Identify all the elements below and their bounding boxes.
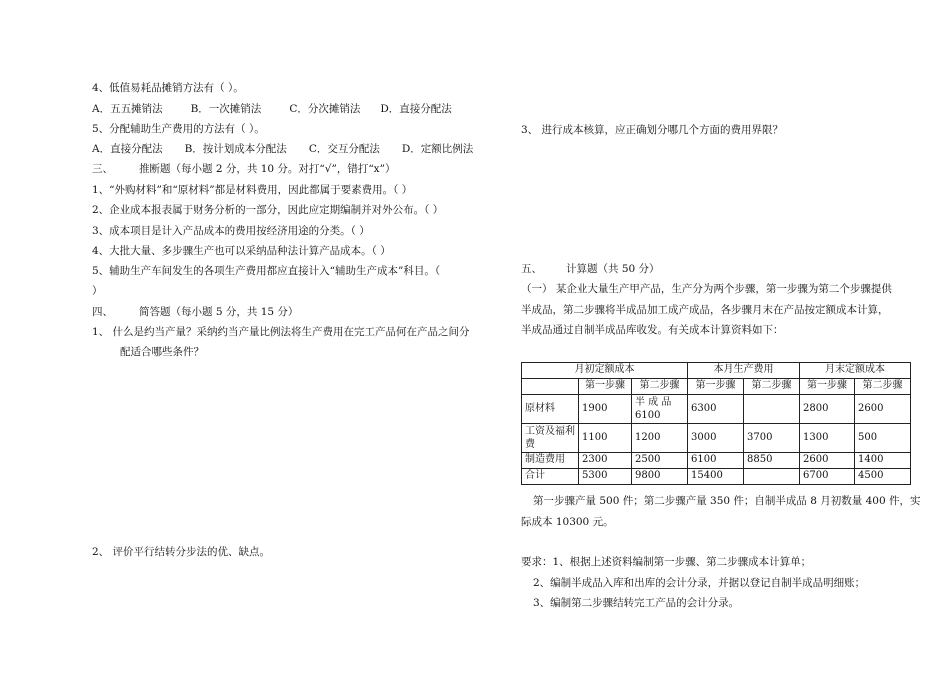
option-c: C．分次摊销法 <box>289 103 361 115</box>
section-4-heading <box>92 306 298 319</box>
short-answer-3: 3、 进行成本核算，应正确划分哪几个方面的费用界限？ <box>521 124 784 136</box>
table-cell: 3700 <box>744 424 800 453</box>
table-cell: 2500 <box>632 453 688 469</box>
table-cell: 1300 <box>800 424 855 453</box>
true-false-item-3: 3、成本项目是计入产品成本的费用按经济用途的分类。（ ） <box>92 225 370 237</box>
table-cell: 3000 <box>688 424 744 453</box>
question-4-options <box>92 103 452 116</box>
output-data-line2: 际成本 10300 元。 <box>521 516 614 528</box>
table-cell: 8850 <box>744 453 800 469</box>
table-cell: 6700 <box>800 469 855 485</box>
section-number: 五、 <box>521 263 542 275</box>
group-opening-cost: 月初定额成本 <box>522 363 688 379</box>
option-d: D．直接分配法 <box>380 103 452 115</box>
step-header: 第一步骤 <box>800 379 855 395</box>
table-cell: 1100 <box>579 424 632 453</box>
question-4-stem: 4、低值易耗品摊销方法有（ ）。 <box>92 82 244 94</box>
true-false-item-5-end: ） <box>92 285 103 297</box>
short-answer-1-line2: 配适合哪些条件？ <box>120 346 204 358</box>
row-label: 原材料 <box>522 395 579 424</box>
step-header: 第二步骤 <box>855 379 911 395</box>
table-cell: 1400 <box>855 453 911 469</box>
true-false-item-1: 1、“外购材料”和“原材料”都是材料费用，因此都属于要素费用。（ ） <box>92 184 413 196</box>
empty-cell <box>522 379 579 395</box>
table-row <box>522 395 911 424</box>
step-header: 第二步骤 <box>632 379 688 395</box>
table-cell: 4500 <box>855 469 911 485</box>
group-current-cost: 本月生产费用 <box>688 363 800 379</box>
section-number: 四、 <box>92 306 113 318</box>
true-false-item-5: 5、辅助生产车间发生的各项生产费用都应直接计入“辅助生产成本”科目。（ <box>92 265 441 277</box>
section-title: 计算题（共 50 分） <box>566 263 660 275</box>
option-c: C．交互分配法 <box>308 143 380 155</box>
short-answer-2: 2、 评价平行结转分步法的优、缺点。 <box>92 546 271 558</box>
option-a: A．直接分配法 <box>92 143 163 155</box>
output-data-line1: 第一步骤产量 500 件；第二步骤产量 350 件；自制半成品 8 月初数量 400 件，实 <box>533 495 921 507</box>
table-cell: 1900 <box>579 395 632 424</box>
table-cell: 2600 <box>800 453 855 469</box>
row-label: 工资及福利费 <box>522 424 579 453</box>
option-a: A．五五摊销法 <box>92 103 163 115</box>
section-3-heading <box>92 163 395 176</box>
table-cell: 6100 <box>688 453 744 469</box>
table-row <box>522 453 911 469</box>
table-cell: 15400 <box>688 469 744 485</box>
requirement-1: 要求：1、根据上述资料编制第一步骤、第二步骤成本计算单； <box>521 556 812 568</box>
table-row <box>522 469 911 485</box>
cost-data-table <box>521 362 911 485</box>
step-header: 第二步骤 <box>744 379 800 395</box>
group-closing-cost: 月末定额成本 <box>800 363 911 379</box>
section-5-heading <box>521 263 660 276</box>
table-step-header-row <box>522 379 911 395</box>
table-cell: 9800 <box>632 469 688 485</box>
table-cell: 6300 <box>688 395 744 424</box>
section-title: 推断题（每小题 2 分，共 10 分。对打“√”，错打“x”） <box>139 163 396 175</box>
table-cell: 500 <box>855 424 911 453</box>
step-header: 第一步骤 <box>579 379 632 395</box>
table-cell: 1200 <box>632 424 688 453</box>
row-label: 合计 <box>522 469 579 485</box>
row-label: 制造费用 <box>522 453 579 469</box>
step-header: 第一步骤 <box>688 379 744 395</box>
option-b: B．按计划成本分配法 <box>184 143 287 155</box>
option-d: D．定额比例法 <box>401 143 474 155</box>
problem-intro-line3: 半成品通过自制半成品库收发。有关成本计算资料如下： <box>521 324 784 336</box>
requirement-2: 2、编制半成品入库和出库的会计分录，并据以登记自制半成品明细账； <box>533 577 866 589</box>
question-5-stem: 5、分配辅助生产费用的方法有（ ）。 <box>92 123 265 135</box>
problem-intro-line1: （一） 某企业大量生产甲产品，生产分为两个步骤，第一步骤为第二个步骤提供 <box>521 283 892 295</box>
table-cell: 2800 <box>800 395 855 424</box>
table-cell <box>744 395 800 424</box>
table-cell <box>744 469 800 485</box>
option-b: B．一次摊销法 <box>190 103 262 115</box>
table-cell: 5300 <box>579 469 632 485</box>
short-answer-1-line1: 1、 什么是约当产量？采纳约当产量比例法将生产费用在完工产品何在产品之间分 <box>92 326 470 338</box>
table-cell: 2300 <box>579 453 632 469</box>
table-cell: 2600 <box>855 395 911 424</box>
true-false-item-2: 2、企业成本报表属于财务分析的一部分，因此应定期编制并对外公布。（ ） <box>92 204 444 216</box>
section-title: 简答题（每小题 5 分，共 15 分） <box>139 306 299 318</box>
table-group-header-row <box>522 363 911 379</box>
table-cell: 半 成 品 6100 <box>632 395 688 424</box>
section-number: 三、 <box>92 163 113 175</box>
table-row <box>522 424 911 453</box>
question-5-options <box>92 143 473 156</box>
problem-intro-line2: 半成品，第二步骤将半成品加工成产成品，各步骤月末在产品按定额成本计算， <box>521 304 889 316</box>
true-false-item-4: 4、大批大量、多步骤生产也可以采纳品种法计算产品成本。（ ） <box>92 245 391 257</box>
requirement-3: 3、编制第二步骤结转完工产品的会计分录。 <box>533 597 740 609</box>
